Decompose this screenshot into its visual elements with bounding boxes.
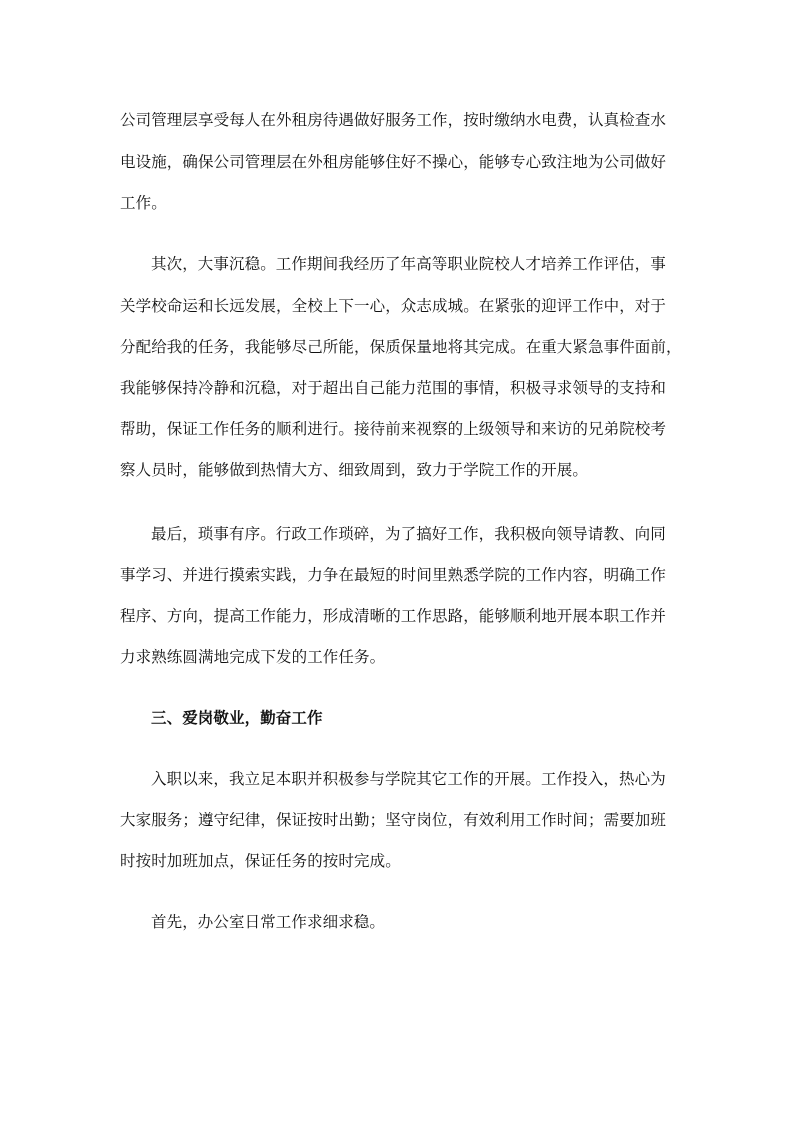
paragraph-2-line-4: 我能够保持冷静和沉稳，对于超出自己能力范围的事情，积极寻求领导的支持和 [120,379,667,397]
paragraph-2-line-5: 帮助，保证工作任务的顺利进行。接待前来视察的上级领导和来访的兄弟院校考 [120,420,667,438]
paragraph-4-line-1: 入职以来，我立足本职并积极参与学院其它工作的开展。工作投入，热心为 [151,770,666,788]
paragraph-4-line-3: 时按时加班加点，保证任务的按时完成。 [120,852,401,870]
paragraph-3-line-1: 最后，琐事有序。行政工作琐碎，为了搞好工作，我积极向领导请教、向同 [151,525,666,543]
paragraph-2-line-6: 察人员时，能够做到热情大方、细致周到，致力于学院工作的开展。 [120,461,589,479]
paragraph-2-line-2: 关学校命运和长远发展，全校上下一心，众志成城。在紧张的迎评工作中，对于 [120,297,667,315]
paragraph-2-line-1: 其次，大事沉稳。工作期间我经历了年高等职业院校人才培养工作评估，事 [151,255,666,273]
paragraph-1-line-2: 电设施，确保公司管理层在外租房能够住好不操心，能够专心致注地为公司做好 [120,153,667,171]
section-heading: 三、爱岗敬业，勤奋工作 [151,709,323,727]
paragraph-2-line-3: 分配给我的任务，我能够尽己所能，保质保量地将其完成。在重大紧急事件面前， [120,338,682,356]
paragraph-4-line-2: 大家服务；遵守纪律，保证按时出勤；坚守岗位，有效利用工作时间；需要加班 [120,811,667,829]
paragraph-3-line-3: 程序、方向，提高工作能力，形成清晰的工作思路，能够顺利地开展本职工作并 [120,607,667,625]
paragraph-1-line-3: 工作。 [120,194,167,212]
paragraph-3-line-2: 事学习、并进行摸索实践，力争在最短的时间里熟悉学院的工作内容，明确工作 [120,566,667,584]
paragraph-3-line-4: 力求熟练圆满地完成下发的工作任务。 [120,648,386,666]
paragraph-1-line-1: 公司管理层享受每人在外租房待遇做好服务工作，按时缴纳水电费，认真检查水 [120,111,667,129]
paragraph-5-line-1: 首先，办公室日常工作求细求稳。 [151,913,386,931]
